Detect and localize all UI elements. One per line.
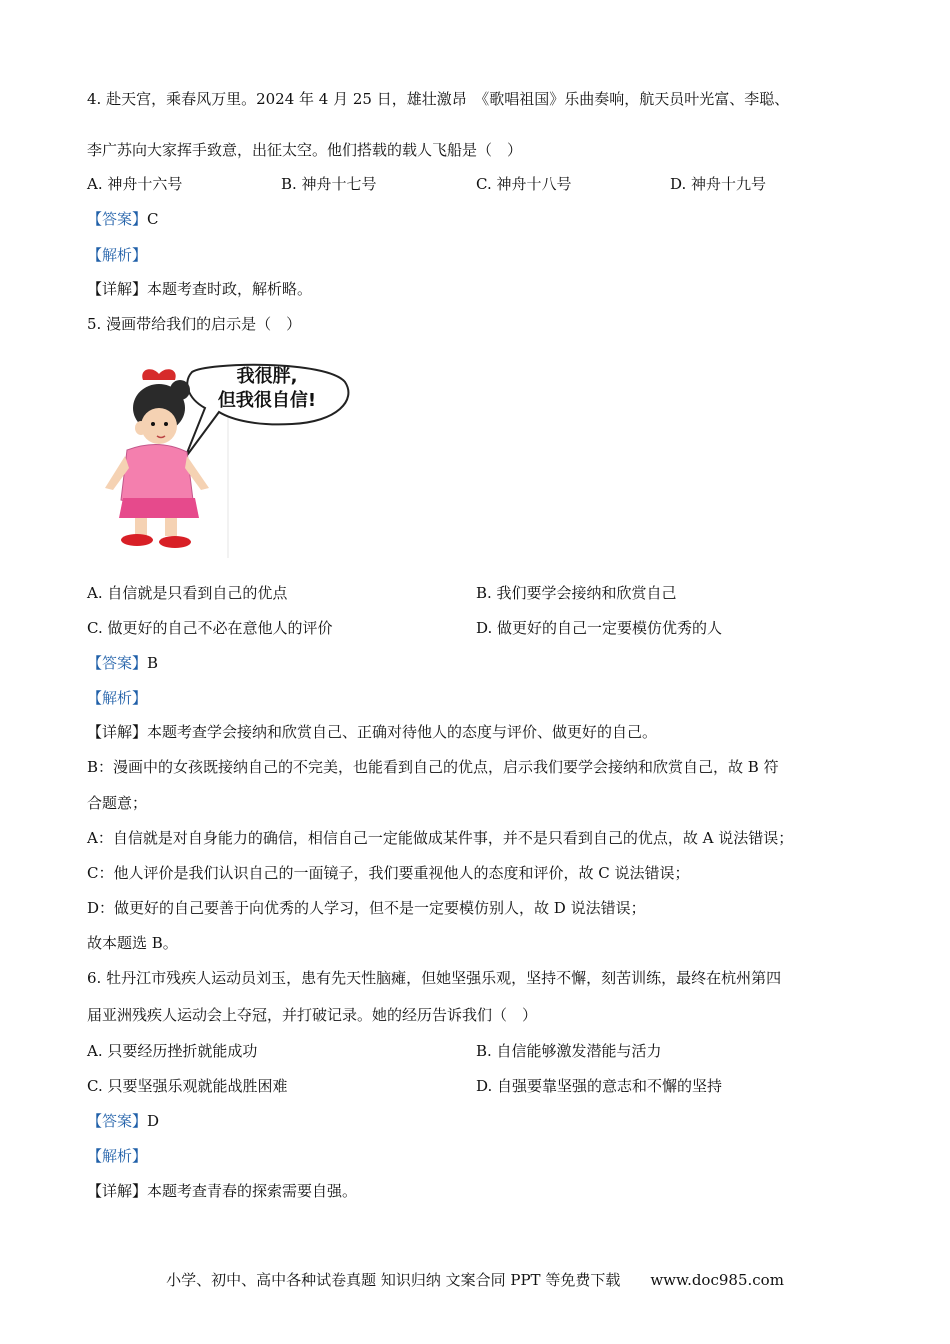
answer-value: B (147, 654, 159, 672)
q6-analysis (87, 1146, 147, 1166)
analysis-tag: 【解析】 (87, 1147, 148, 1165)
q5-conclusion: 故本题选 B。 (87, 934, 178, 952)
analysis-tag: 【解析】 (87, 689, 148, 707)
bubble-text-line2: 但我很自信! (217, 390, 317, 411)
q5-explain-d: D：做更好的自己要善于向优秀的人学习，但不是一定要模仿别人，故 D 说法错误； (87, 899, 646, 917)
q5-option-a: A. 自信就是只看到自己的优点 (87, 584, 288, 602)
detail-tag: 【详解】 (87, 723, 148, 741)
q4-detail (87, 279, 312, 299)
answer-tag: 【答案】 (87, 1112, 148, 1130)
detail-tag: 【详解】 (87, 280, 148, 298)
answer-value: C (147, 210, 159, 228)
q5-explain-a: A：自信就是对自身能力的确信，相信自己一定能做成某件事，并不是只看到自己的优点，故 A 说法错误； (87, 829, 794, 847)
q5-answer (87, 653, 158, 673)
bubble-text-line1: 我很胖, (236, 366, 298, 387)
q5-explain-c: C：他人评价是我们认识自己的一面镜子，我们要重视他人的态度和评价，故 C 说法错误； (87, 864, 690, 882)
q5-stem: 5. 漫画带给我们的启示是（ ） (87, 315, 302, 333)
analysis-tag: 【解析】 (87, 246, 148, 264)
q5-explain-b-line2: 合题意； (87, 794, 148, 812)
detail-tag: 【详解】 (87, 1182, 148, 1200)
q4-option-b: B. 神舟十七号 (281, 175, 377, 193)
q5-detail (87, 722, 657, 742)
q5-analysis (87, 688, 147, 708)
q4-analysis (87, 245, 147, 265)
answer-tag: 【答案】 (87, 654, 148, 672)
q4-stem-line2: 李广苏向大家挥手致意，出征太空。他们搭载的载人飞船是（ ） (87, 141, 523, 159)
detail-text: 本题考查青春的探索需要自强。 (147, 1182, 358, 1200)
q5-option-d: D. 做更好的自己一定要模仿优秀的人 (476, 619, 723, 637)
comic-image (87, 360, 362, 560)
q6-option-d: D. 自强要靠坚强的意志和不懈的坚持 (476, 1077, 723, 1095)
q4-option-d: D. 神舟十九号 (670, 175, 767, 193)
answer-value: D (147, 1112, 160, 1130)
q6-option-c: C. 只要坚强乐观就能战胜困难 (87, 1077, 288, 1095)
comic-drawing (87, 360, 362, 560)
detail-text: 本题考查学会接纳和欣赏自己、正确对待他人的态度与评价、做更好的自己。 (147, 723, 658, 741)
q5-option-c: C. 做更好的自己不必在意他人的评价 (87, 619, 333, 637)
q6-detail (87, 1181, 357, 1201)
page-footer: 小学、初中、高中各种试卷真题 知识归纳 文案合同 PPT 等免费下载 www.doc985.com (166, 1271, 784, 1289)
q4-answer (87, 209, 159, 229)
q6-stem-line2: 届亚洲残疾人运动会上夺冠，并打破记录。她的经历告诉我们（ ） (87, 1006, 538, 1024)
q4-option-a: A. 神舟十六号 (87, 175, 183, 193)
answer-tag: 【答案】 (87, 210, 148, 228)
q5-option-b: B. 我们要学会接纳和欣赏自己 (476, 584, 677, 602)
q4-option-c: C. 神舟十八号 (476, 175, 572, 193)
q4-stem-line1: 4. 赴天宫，乘春风万里。2024 年 4 月 25 日，雄壮激昂 《歌唱祖国》乐曲奏响，航天员叶光富、李聪、 (87, 90, 790, 108)
q6-option-b: B. 自信能够激发潜能与活力 (476, 1042, 662, 1060)
q5-explain-b-line1: B：漫画中的女孩既接纳自己的不完美，也能看到自己的优点，启示我们要学会接纳和欣赏自己，故 B 符 (87, 758, 779, 776)
q6-stem-line1: 6. 牡丹江市残疾人运动员刘玉，患有先天性脑瘫，但她坚强乐观，坚持不懈，刻苦训练，最终在杭州第四 (87, 969, 782, 987)
q6-answer (87, 1111, 159, 1131)
q6-option-a: A. 只要经历挫折就能成功 (87, 1042, 258, 1060)
detail-text: 本题考查时政，解析略。 (147, 280, 313, 298)
